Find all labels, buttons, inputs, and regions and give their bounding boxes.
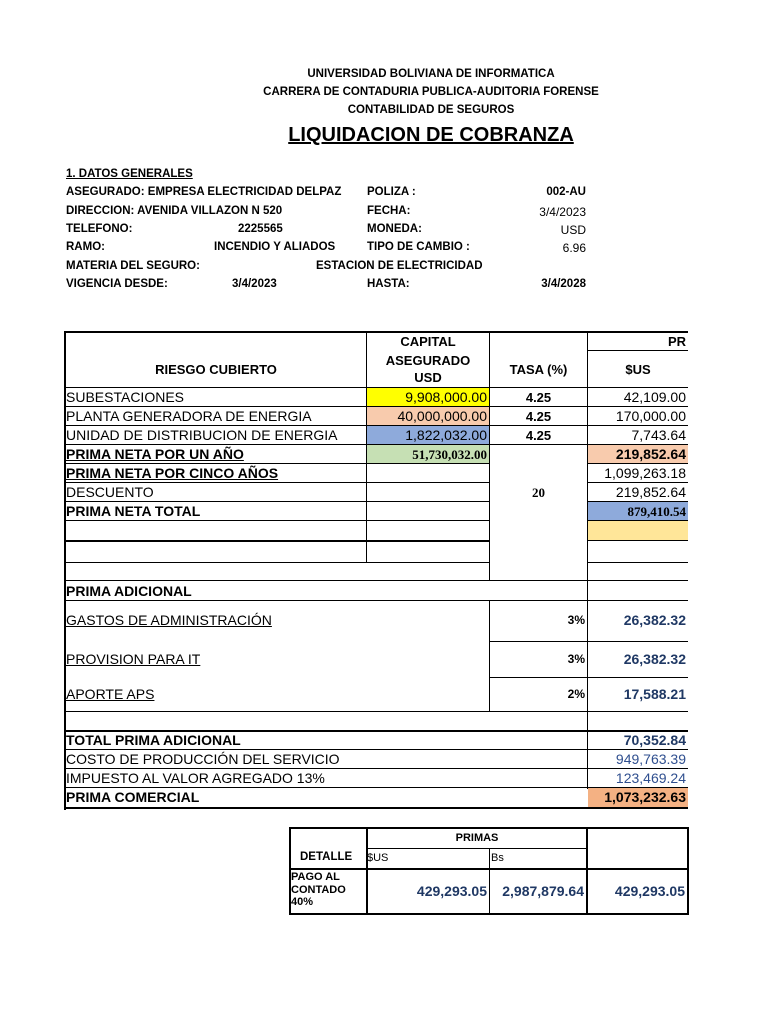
detalle-header: DETALLE bbox=[300, 851, 353, 864]
page-title: LIQUIDACION DE COBRANZA bbox=[288, 124, 574, 146]
header-prima-sus: $US bbox=[625, 361, 651, 377]
primas-header: PRIMAS bbox=[455, 831, 499, 844]
gastos-label: GASTOS DE ADMINISTRACIÓN bbox=[66, 612, 272, 628]
aporte-value: 17,588.21 bbox=[623, 686, 686, 702]
pago-line-2: CONTADO bbox=[291, 883, 346, 896]
prima-neta-total-label: PRIMA NETA TOTAL bbox=[66, 503, 201, 519]
grid-line bbox=[588, 350, 688, 351]
row-label-unidad: UNIDAD DE DISTRIBUCION DE ENERGIA bbox=[66, 427, 338, 443]
career-name: CARRERA DE CONTADURIA PUBLICA-AUDITORIA FORENSE bbox=[263, 86, 599, 98]
grid-line bbox=[64, 562, 490, 563]
telefono-value: 2225565 bbox=[238, 223, 283, 235]
pago-bs-value: 2,987,879.64 bbox=[502, 883, 584, 899]
pago-sus-value: 429,293.05 bbox=[416, 883, 487, 899]
course-name: CONTABILIDAD DE SEGUROS bbox=[347, 104, 515, 116]
moneda-value: USD bbox=[560, 223, 586, 237]
grid-line bbox=[489, 848, 490, 914]
row-tasa-unidad: 4.25 bbox=[525, 427, 552, 443]
poliza-value: 002-AU bbox=[546, 186, 586, 198]
bs-header: Bs bbox=[491, 851, 504, 864]
row-label-subestaciones: SUBESTACIONES bbox=[66, 389, 184, 405]
materia-value: ESTACION DE ELECTRICIDAD bbox=[316, 260, 483, 272]
hasta-label: HASTA: bbox=[367, 278, 410, 290]
costo-label: COSTO DE PRODUCCIÓN DEL SERVICIO bbox=[66, 751, 340, 767]
prima-neta-anio-value: 219,852.64 bbox=[615, 446, 686, 462]
grid-line bbox=[366, 848, 587, 849]
moneda-label: MONEDA: bbox=[367, 223, 422, 235]
aporte-label: APORTE APS bbox=[66, 686, 155, 702]
grid-line bbox=[687, 827, 689, 915]
asegurado-text: ASEGURADO: EMPRESA ELECTRICIDAD DELPAZ bbox=[66, 186, 342, 198]
aporte-pct: 2% bbox=[567, 687, 585, 701]
fecha-value: 3/4/2023 bbox=[539, 205, 586, 219]
university-name: UNIVERSIDAD BOLIVIANA DE INFORMATICA bbox=[307, 68, 555, 80]
header-tasa: TASA (%) bbox=[509, 361, 568, 377]
gastos-pct: 3% bbox=[567, 613, 585, 627]
row-tasa-planta: 4.25 bbox=[525, 408, 552, 424]
provision-pct: 3% bbox=[567, 652, 585, 666]
prima-neta-anio-label: PRIMA NETA POR UN AÑO bbox=[66, 446, 244, 462]
row-capital-subestaciones: 9,908,000.00 bbox=[405, 389, 487, 405]
pago-line-1: PAGO AL bbox=[291, 871, 340, 883]
sus-header: $US bbox=[367, 851, 389, 864]
iva-value: 123,469.24 bbox=[615, 770, 686, 786]
row-capital-planta: 40,000,000.00 bbox=[397, 408, 487, 424]
prima-neta-cinco-label: PRIMA NETA POR CINCO AÑOS bbox=[66, 465, 279, 481]
grid-line bbox=[64, 600, 688, 601]
grid-line bbox=[64, 711, 688, 712]
total-adicional-label: TOTAL PRIMA ADICIONAL bbox=[66, 732, 241, 748]
prima-neta-cinco-value: 1,099,263.18 bbox=[604, 465, 686, 481]
row-prima-unidad: 7,743.64 bbox=[631, 427, 686, 443]
materia-label: MATERIA DEL SEGURO: bbox=[66, 260, 200, 272]
iva-label: IMPUESTO AL VALOR AGREGADO 13% bbox=[66, 770, 325, 786]
pago-extra-value: 429,293.05 bbox=[614, 883, 685, 899]
prima-comercial-value: 1,073,232.63 bbox=[604, 789, 686, 805]
direccion-text: DIRECCION: AVENIDA VILLAZON N 520 bbox=[66, 205, 283, 217]
telefono-label: TELEFONO: bbox=[66, 223, 133, 235]
tipo-cambio-value: 6.96 bbox=[562, 241, 586, 255]
ramo-label: RAMO: bbox=[66, 241, 105, 253]
header-riesgo-cubierto: RIESGO CUBIERTO bbox=[155, 361, 277, 377]
grid-line bbox=[64, 520, 490, 521]
prima-comercial-label: PRIMA COMERCIAL bbox=[66, 789, 200, 805]
fill-empty-yellow bbox=[588, 521, 688, 540]
row-prima-subestaciones: 42,109.00 bbox=[623, 389, 686, 405]
descuento-label: DESCUENTO bbox=[66, 484, 154, 500]
vigencia-desde-value: 3/4/2023 bbox=[232, 278, 277, 290]
row-capital-unidad: 1,822,032.00 bbox=[405, 427, 487, 443]
grid-line bbox=[289, 827, 689, 829]
gastos-value: 26,382.32 bbox=[623, 612, 686, 628]
provision-label: PROVISION PARA IT bbox=[66, 651, 201, 667]
vigencia-label: VIGENCIA DESDE: bbox=[66, 278, 168, 290]
grid-line bbox=[64, 807, 688, 809]
header-usd: USD bbox=[414, 369, 442, 385]
grid-line bbox=[587, 520, 688, 521]
prima-neta-anio-capital: 51,730,032.00 bbox=[412, 446, 487, 462]
pago-line-3: 40% bbox=[291, 896, 314, 908]
hasta-value: 3/4/2028 bbox=[541, 278, 586, 290]
pago-contado-label bbox=[291, 871, 346, 909]
prima-neta-total-value: 879,410.54 bbox=[627, 503, 686, 519]
row-tasa-subestaciones: 4.25 bbox=[525, 389, 552, 405]
section-title-general: 1. DATOS GENERALES bbox=[66, 168, 193, 180]
descuento-tasa: 20 bbox=[532, 484, 545, 500]
row-prima-planta: 170,000.00 bbox=[615, 408, 686, 424]
grid-line bbox=[489, 641, 688, 642]
grid-line bbox=[489, 677, 688, 678]
header-prima: PR bbox=[667, 333, 686, 349]
costo-value: 949,763.39 bbox=[615, 751, 686, 767]
provision-value: 26,382.32 bbox=[623, 651, 686, 667]
descuento-value: 219,852.64 bbox=[615, 484, 686, 500]
prima-adicional-title: PRIMA ADICIONAL bbox=[66, 582, 192, 599]
total-adicional-value: 70,352.84 bbox=[623, 732, 686, 748]
grid-line bbox=[64, 540, 490, 542]
tipo-cambio-label: TIPO DE CAMBIO : bbox=[367, 241, 470, 253]
header-asegurado: ASEGURADO bbox=[385, 352, 471, 368]
grid-line bbox=[587, 562, 688, 563]
header-capital: CAPITAL bbox=[400, 333, 456, 349]
row-label-planta: PLANTA GENERADORA DE ENERGIA bbox=[66, 408, 312, 424]
fecha-label: FECHA: bbox=[367, 205, 411, 217]
grid-line bbox=[587, 540, 688, 541]
ramo-value: INCENDIO Y ALIADOS bbox=[214, 241, 336, 253]
poliza-label: POLIZA : bbox=[367, 186, 416, 198]
